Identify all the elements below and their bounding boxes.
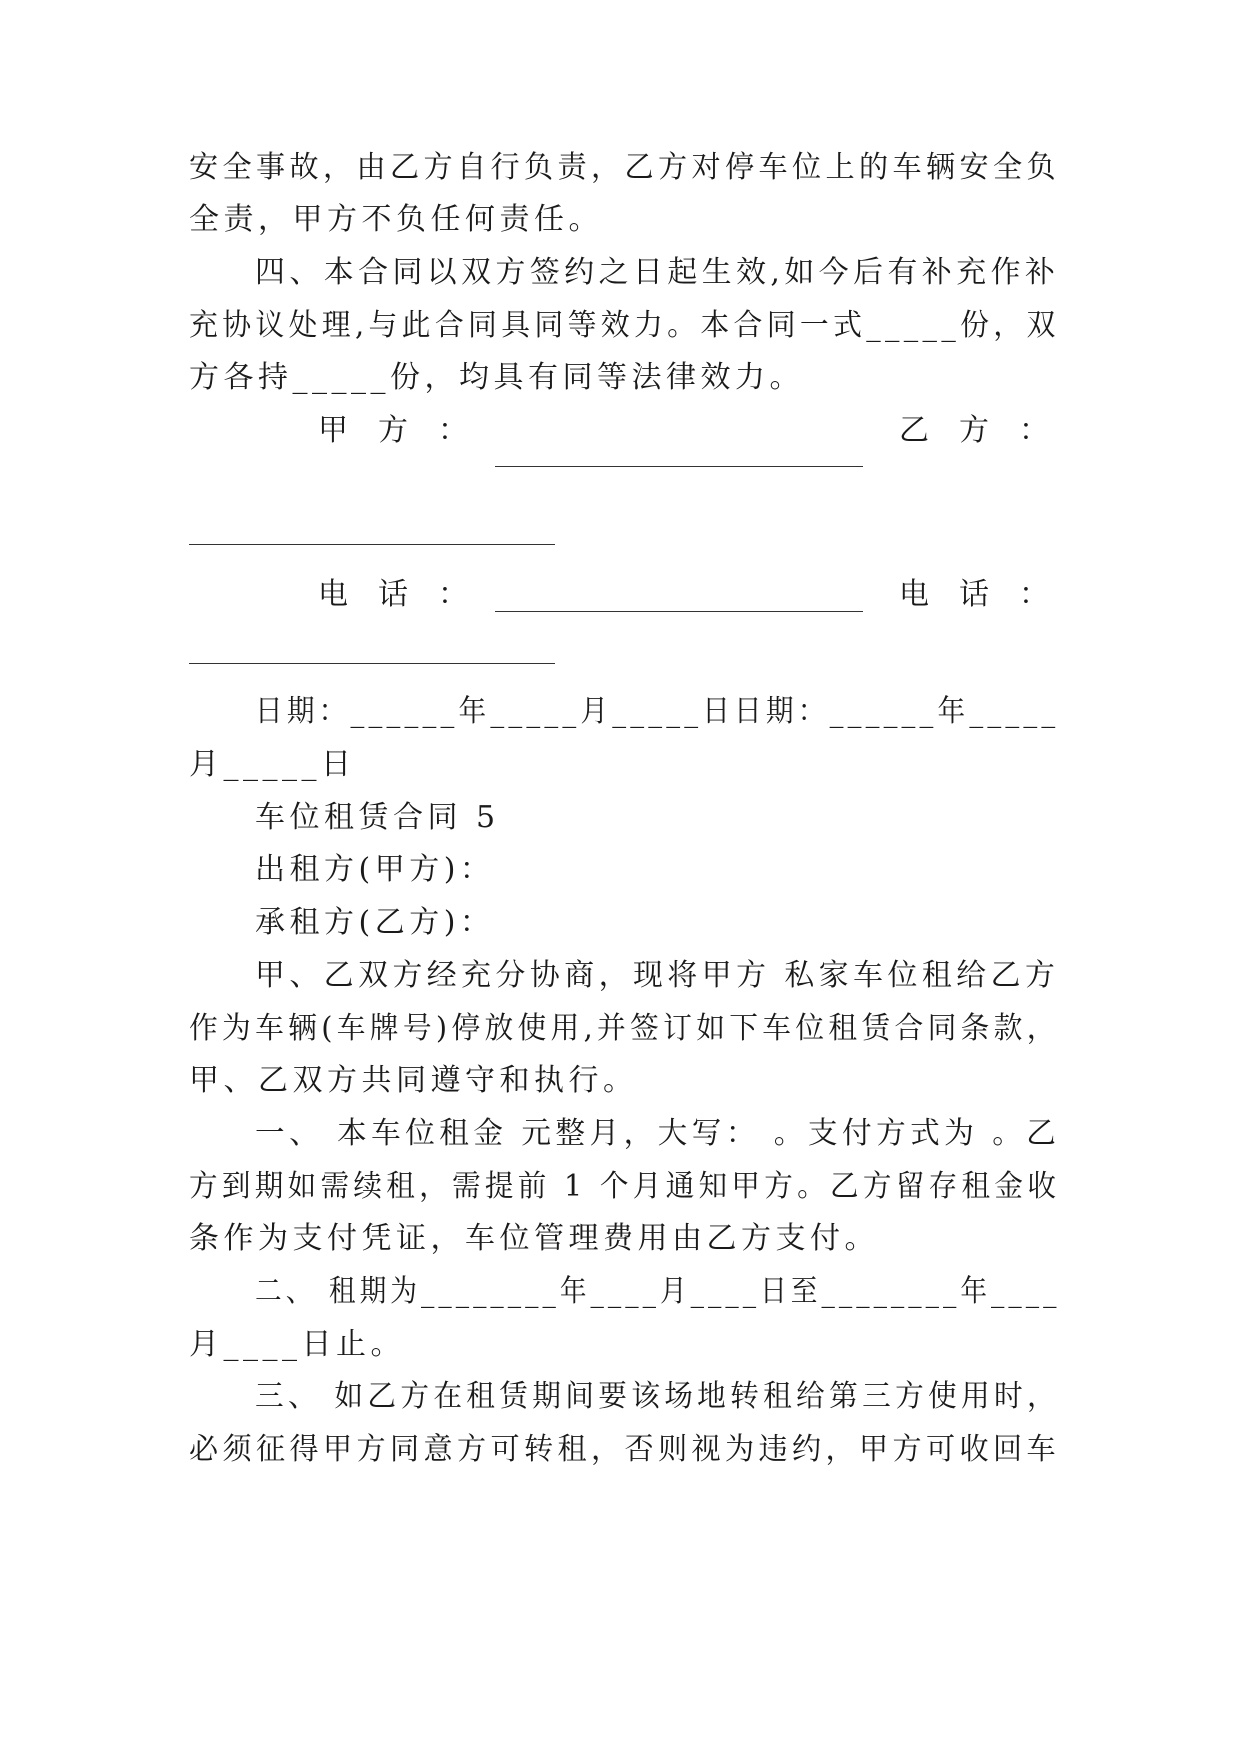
text-line: 四、本合同以双方签约之日起生效,如今后有补充作补 — [255, 255, 1060, 290]
text-line: 安全事故，由乙方自行负责，乙方对停车位上的车辆安全负 — [189, 150, 1060, 185]
clause-3-line: 必须征得甲方同意方可转租，否则视为违约，甲方可收回车 — [189, 1432, 1060, 1467]
clause-3-line: 三、 如乙方在租赁期间要该场地转租给第三方使用时， — [255, 1379, 1060, 1414]
party-b-signature-line — [189, 544, 555, 545]
text-line: 方各持_____份，均具有同等法律效力。 — [189, 360, 804, 395]
contract-title: 车位租赁合同 5 — [255, 800, 500, 835]
phone-a-line — [495, 611, 863, 612]
lessee-label: 承租方(乙方)： — [255, 905, 495, 940]
clause-1-line: 条作为支付凭证，车位管理费用由乙方支付。 — [189, 1221, 879, 1256]
party-b-label: 乙 方 ： — [899, 413, 1049, 448]
party-a-label: 甲 方 ： — [318, 413, 468, 448]
intro-line: 甲、乙双方经充分协商，现将甲方 私家车位租给乙方 — [255, 958, 1060, 993]
phone-b-label: 电 话 ： — [899, 577, 1049, 612]
date-line: 月_____日 — [189, 747, 356, 782]
date-line: 日期：______年_____月_____日日期：______年_____ — [255, 694, 1060, 729]
text-line: 全责，甲方不负任何责任。 — [189, 202, 603, 237]
intro-line: 作为车辆(车牌号)停放使用,并签订如下车位租赁合同条款， — [189, 1011, 1060, 1046]
clause-2-line: 二、 租期为________年____月____日至________年____ — [255, 1274, 1061, 1309]
text-line: 充协议处理,与此合同具同等效力。本合同一式_____份，双 — [189, 308, 1060, 343]
phone-b-line — [189, 663, 555, 664]
intro-line: 甲、乙双方共同遵守和执行。 — [189, 1063, 638, 1098]
phone-a-label: 电 话 ： — [318, 577, 468, 612]
lessor-label: 出租方(甲方)： — [255, 852, 495, 887]
party-a-signature-line — [495, 466, 863, 467]
clause-1-line: 方到期如需续租，需提前 1 个月通知甲方。乙方留存租金收 — [189, 1169, 1061, 1204]
clause-1-line: 一、 本车位租金 元整月，大写： 。支付方式为 。乙 — [255, 1116, 1061, 1151]
clause-2-line: 月____日止。 — [189, 1327, 405, 1362]
